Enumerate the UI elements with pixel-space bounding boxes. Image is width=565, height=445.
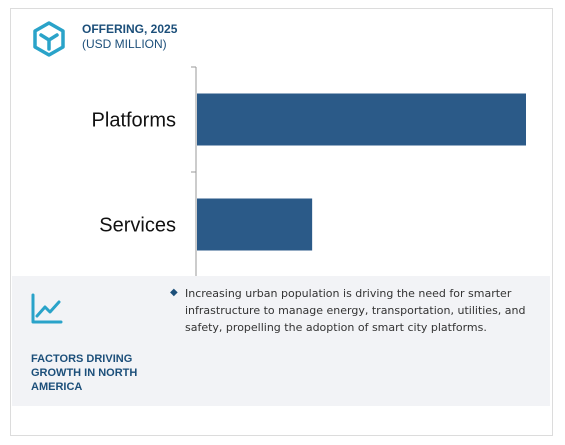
line-chart-icon bbox=[30, 292, 64, 326]
factor-item: Increasing urban population is driving the need for smarter infrastructure to manage energy, transportation, utilities, and safety, propelling the adoption of smart city platforms. bbox=[185, 287, 526, 334]
diamond-bullet-icon: ◆ bbox=[170, 287, 178, 298]
factors-heading: FACTORS DRIVING GROWTH IN NORTH AMERICA bbox=[31, 353, 138, 393]
chart-title: OFFERING, 2025 bbox=[82, 22, 178, 36]
bar-services bbox=[197, 199, 312, 251]
bar-platforms bbox=[197, 94, 526, 146]
category-label: Services bbox=[99, 214, 176, 237]
chart-subtitle: (USD MILLION) bbox=[82, 37, 167, 51]
category-label: Platforms bbox=[91, 109, 176, 132]
